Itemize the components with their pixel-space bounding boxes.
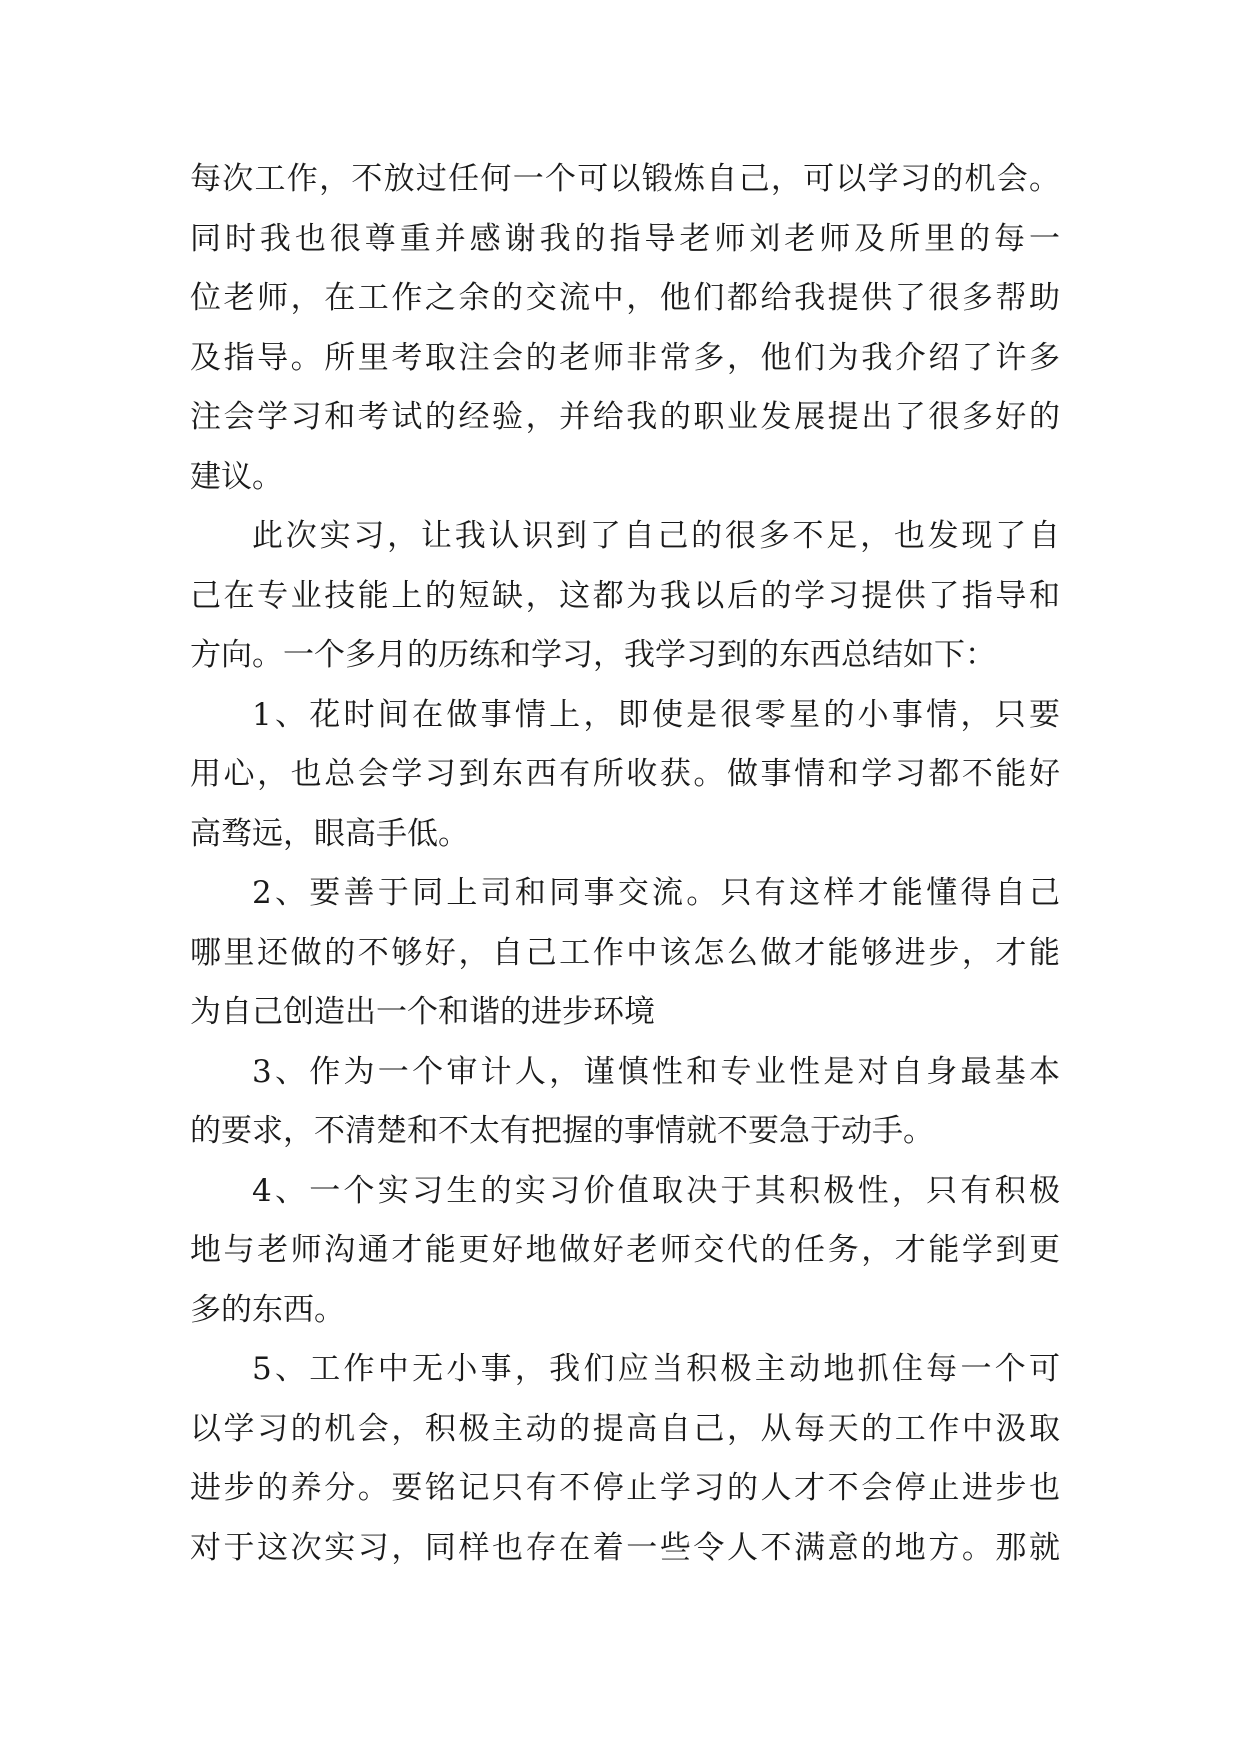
text-line: 哪里还做的不够好，自己工作中该怎么做才能够进步，才能 (190, 934, 1060, 971)
text-line: 地与老师沟通才能更好地做好老师交代的任务，才能学到更 (190, 1232, 1060, 1268)
paragraph (190, 507, 1060, 686)
text-line: 每次工作，不放过任何一个可以锻炼自己，可以学习的机会。 (190, 161, 1060, 197)
text-line: 4、一个实习生的实习价值取决于其积极性，只有积极 (252, 1172, 1060, 1209)
text-line: 此次实习，让我认识到了自己的很多不足，也发现了自 (252, 518, 1060, 554)
text-line: 同时我也很尊重并感谢我的指导老师刘老师及所里的每一 (190, 220, 1060, 257)
paragraph (190, 150, 1060, 507)
text-line: 高骛远，眼高手低。 (190, 815, 469, 852)
text-line: 方向。一个多月的历练和学习，我学习到的东西总结如下： (190, 637, 996, 673)
text-line: 注会学习和考试的经验，并给我的职业发展提出了很多好的 (190, 399, 1060, 435)
text-line: 为自己创造出一个和谐的进步环境 (190, 994, 655, 1030)
paragraph (190, 686, 1060, 865)
text-line: 进步的养分。要铭记只有不停止学习的人才不会停止进步也 (190, 1470, 1060, 1506)
text-line: 用心，也总会学习到东西有所收获。做事情和学习都不能好 (190, 756, 1060, 792)
text-line: 己在专业技能上的短缺，这都为我以后的学习提供了指导和 (190, 577, 1060, 614)
text-line: 多的东西。 (190, 1291, 345, 1328)
paragraph (190, 1340, 1060, 1578)
text-line: 位老师，在工作之余的交流中，他们都给我提供了很多帮助 (190, 280, 1060, 316)
text-line: 1、花时间在做事情上，即使是很零星的小事情，只要 (252, 696, 1060, 733)
paragraph (190, 1043, 1060, 1162)
text-line: 2、要善于同上司和同事交流。只有这样才能懂得自己 (252, 875, 1060, 911)
paragraph (190, 864, 1060, 1043)
text-line: 对于这次实习，同样也存在着一些令人不满意的地方。那就 (190, 1529, 1060, 1566)
text-line: 5、工作中无小事，我们应当积极主动地抓住每一个可 (252, 1351, 1060, 1387)
text-line: 建议。 (190, 458, 283, 495)
document-body (190, 150, 1060, 1578)
paragraph (190, 1162, 1060, 1341)
text-line: 及指导。所里考取注会的老师非常多，他们为我介绍了许多 (190, 339, 1060, 376)
text-line: 的要求，不清楚和不太有把握的事情就不要急于动手。 (190, 1113, 934, 1149)
text-line: 3、作为一个审计人，谨慎性和专业性是对自身最基本 (252, 1053, 1060, 1090)
text-line: 以学习的机会，积极主动的提高自己，从每天的工作中汲取 (190, 1410, 1060, 1447)
